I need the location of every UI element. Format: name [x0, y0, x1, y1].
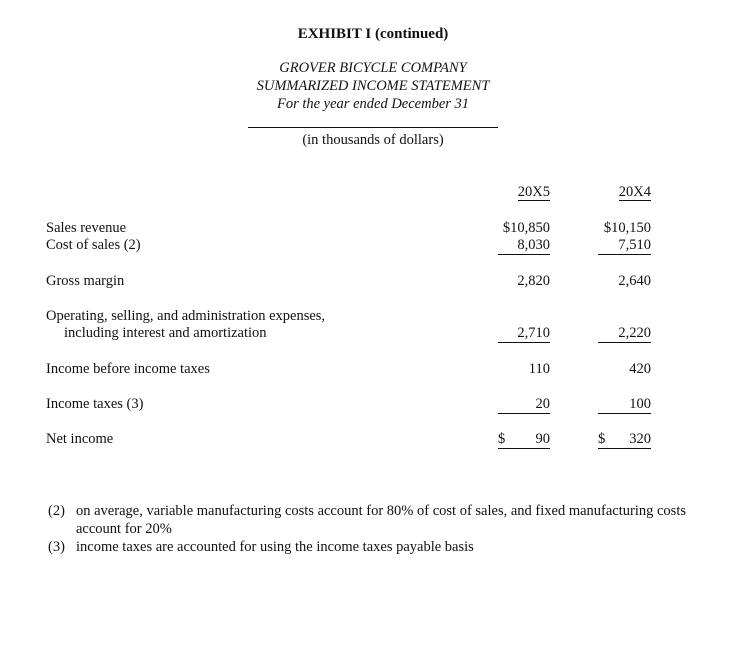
statement-period: For the year ended December 31: [276, 96, 470, 112]
footnote-number: (3): [48, 539, 65, 555]
row-label-sales-revenue: Sales revenue: [46, 220, 127, 236]
income-before-taxes-20x4: 420: [629, 361, 651, 377]
cost-of-sales-20x5: 8,030: [498, 237, 550, 255]
footnote-2: [48, 502, 718, 538]
row-label-cost-of-sales: Cost of sales (2): [46, 237, 141, 253]
footnote-3: [48, 538, 718, 556]
operating-expenses-20x4: 2,220: [598, 325, 651, 343]
net-income-20x4-currency: $: [598, 431, 606, 447]
row-label-net-income: Net income: [46, 431, 114, 447]
operating-expenses-20x5: 2,710: [498, 325, 550, 343]
row-label-income-before-taxes: Income before income taxes: [46, 361, 210, 377]
row-label-operating-expenses-line2: including interest and amortization: [64, 325, 267, 341]
income-taxes-20x5: 20: [498, 396, 550, 414]
footnote-text: income taxes are accounted for using the income taxes payable basis: [76, 539, 474, 555]
sales-revenue-20x4: $10,150: [603, 220, 651, 236]
units-note: (in thousands of dollars): [302, 132, 444, 148]
net-income-20x5: 90: [535, 431, 550, 447]
footnote-text: on average, variable manufacturing costs account for 80% of cost of sales, and fixed manufacturing costs account for 20%: [76, 503, 686, 537]
column-header-20x5: 20X5: [517, 184, 550, 200]
statement-title: SUMMARIZED INCOME STATEMENT: [256, 78, 490, 94]
gross-margin-20x4: 2,640: [618, 273, 651, 289]
column-header-20x4: 20X4: [618, 184, 651, 200]
gross-margin-20x5: 2,820: [517, 273, 550, 289]
exhibit-title: EXHIBIT I (continued): [297, 26, 449, 42]
row-label-operating-expenses-line1: Operating, selling, and administration expenses,: [46, 308, 326, 324]
row-label-income-taxes: Income taxes (3): [46, 396, 144, 412]
sales-revenue-20x5: $10,850: [502, 220, 550, 236]
header-rule: [248, 127, 498, 128]
income-taxes-20x4: 100: [598, 396, 651, 414]
footnote-number: (2): [48, 503, 65, 519]
net-income-20x4: 320: [629, 431, 651, 447]
net-income-20x5-currency: $: [498, 431, 506, 447]
row-label-gross-margin: Gross margin: [46, 273, 125, 289]
company-name: GROVER BICYCLE COMPANY: [279, 60, 467, 76]
cost-of-sales-20x4: 7,510: [598, 237, 651, 255]
income-before-taxes-20x5: 110: [528, 361, 550, 377]
